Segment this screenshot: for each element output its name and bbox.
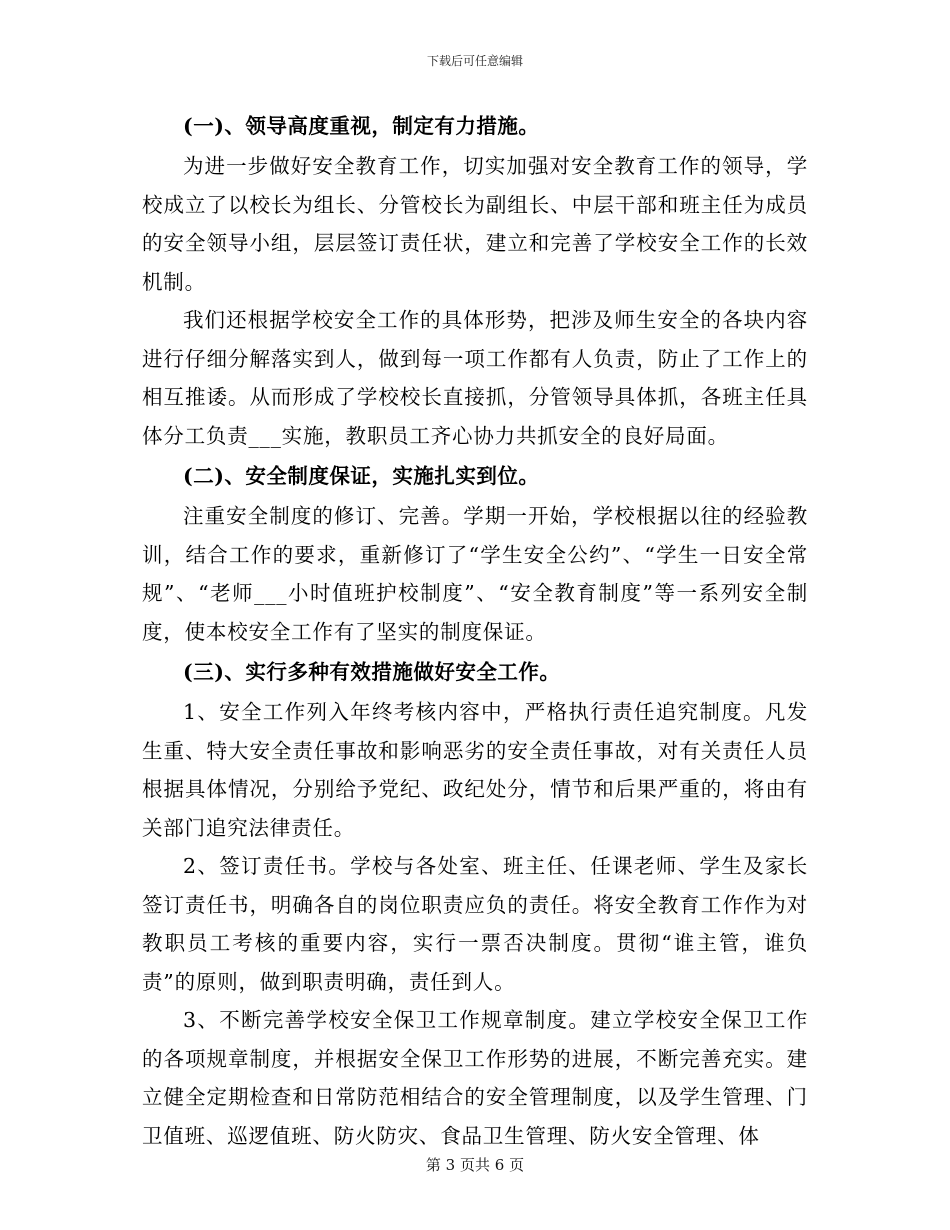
document-body <box>142 105 808 1155</box>
page-header-note: 下载后可任意编辑 <box>426 54 523 68</box>
paragraph: 为进一步做好安全教育工作，切实加强对安全教育工作的领导，学校成立了以校长为组长、分管校长为副组长、中层干部和班主任为成员的安全领导小组，层层签订责任状，建立和完善了学校安全工作的长效机制。 <box>142 154 808 294</box>
page-number: 第 3 页共 6 页 <box>425 1156 525 1174</box>
paragraph: 1、安全工作列入年终考核内容中，严格执行责任追究制度。凡发生重、特大安全责任事故和影响恶劣的安全责任事故，对有关责任人员根据具体情况，分别给予党纪、政纪处分，情节和后果严重的，将由有关部门追究法律责任。 <box>142 700 808 840</box>
section-heading-3: (三)、实行多种有效措施做好安全工作。 <box>183 660 561 684</box>
paragraph: 2、签订责任书。学校与各处室、班主任、任课老师、学生及家长签订责任书，明确各自的岗位职责应负的责任。将安全教育工作作为对教职员工考核的重要内容，实行一票否决制度。贯彻“谁主管，谁负责”的原则，做到职责明确，责任到人。 <box>142 854 808 994</box>
paragraph: 3、不断完善学校安全保卫工作规章制度。建立学校安全保卫工作的各项规章制度，并根据安全保卫工作形势的进展，不断完善充实。建立健全定期检查和日常防范相结合的安全管理制度，以及学生管理、门卫值班、巡逻值班、防火防灾、食品卫生管理、防火安全管理、体 <box>142 1008 808 1148</box>
section-heading-2: (二)、安全制度保证，实施扎实到位。 <box>183 464 540 488</box>
section-heading-1: (一)、领导高度重视，制定有力措施。 <box>183 114 540 138</box>
paragraph: 注重安全制度的修订、完善。学期一开始，学校根据以往的经验教训，结合工作的要求，重新修订了“学生安全公约”、“学生一日安全常规”、“老师___小时值班护校制度”、“安全教育制度”等一系列安全制度，使本校安全工作有了坚实的制度保证。 <box>142 504 808 644</box>
paragraph: 我们还根据学校安全工作的具体形势，把涉及师生安全的各块内容进行仔细分解落实到人，做到每一项工作都有人负责，防止了工作上的相互推诿。从而形成了学校校长直接抓，分管领导具体抓，各班主任具体分工负责___实施，教职员工齐心协力共抓安全的良好局面。 <box>142 308 808 448</box>
